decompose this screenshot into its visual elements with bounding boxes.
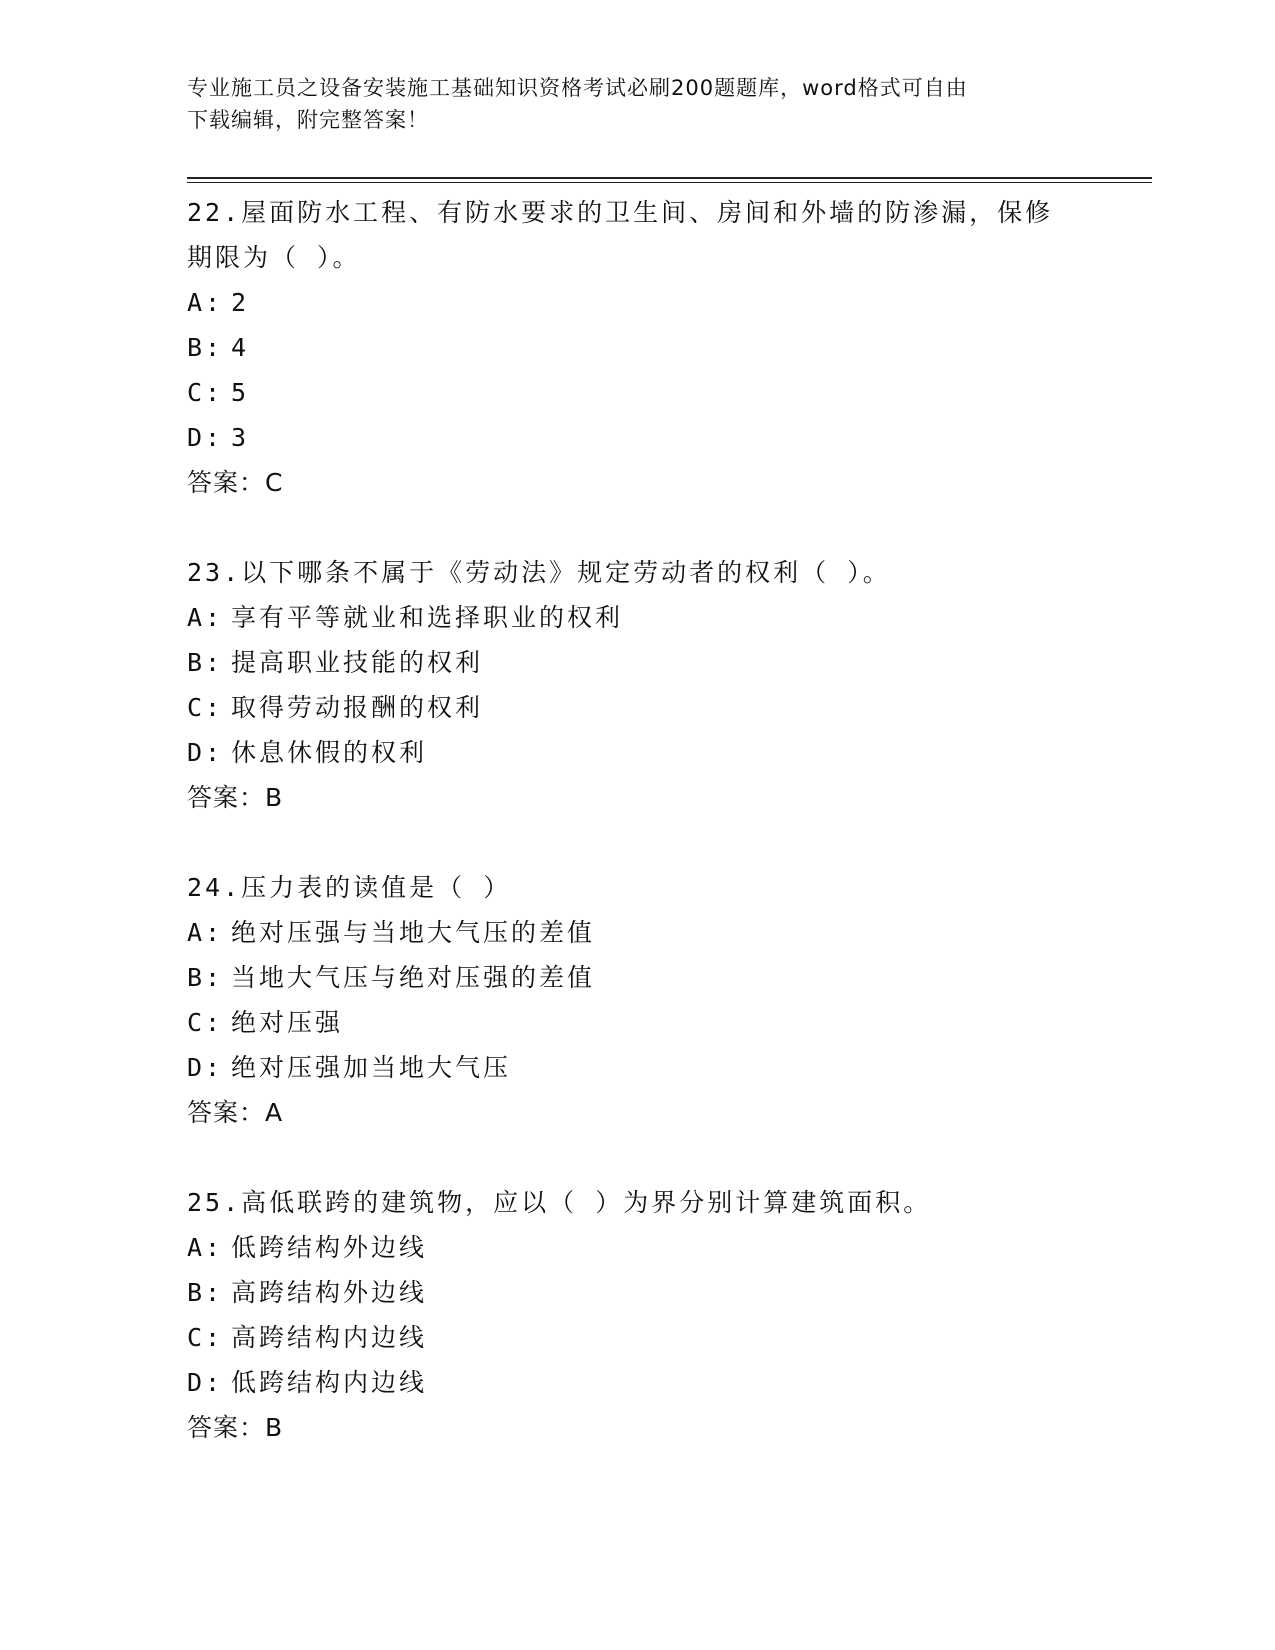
option-key: D: xyxy=(187,423,224,452)
question-stem xyxy=(187,1180,1117,1225)
option-a xyxy=(187,280,1117,325)
option-b xyxy=(187,640,1117,685)
question-22 xyxy=(187,190,1117,505)
answer-label: 答案：A xyxy=(187,1098,284,1127)
question-stem-line: 25.高低联跨的建筑物，应以（ ）为界分别计算建筑面积。 xyxy=(187,1188,932,1217)
option-text: 低跨结构内边线 xyxy=(231,1368,428,1397)
option-text: 休息休假的权利 xyxy=(231,738,428,767)
option-c xyxy=(187,1000,1117,1045)
option-text: 低跨结构外边线 xyxy=(231,1233,428,1262)
option-key: B: xyxy=(187,648,224,677)
option-key: A: xyxy=(187,288,224,317)
option-key: C: xyxy=(187,693,224,722)
option-key: C: xyxy=(187,1008,224,1037)
question-stem-line: 24.压力表的读值是（ ） xyxy=(187,873,512,902)
option-key: D: xyxy=(187,738,224,767)
option-text: 取得劳动报酬的权利 xyxy=(231,693,484,722)
option-key: A: xyxy=(187,1233,224,1262)
question-stem xyxy=(187,190,1117,280)
option-key: C: xyxy=(187,1323,224,1352)
header-line-1: 专业施工员之设备安装施工基础知识资格考试必刷200题题库，word格式可自由 xyxy=(187,76,968,100)
question-stem-line: 期限为（ ）。 xyxy=(187,243,361,272)
option-d xyxy=(187,1045,1117,1090)
option-b xyxy=(187,325,1117,370)
option-a xyxy=(187,1225,1117,1270)
question-list xyxy=(187,190,1117,1495)
option-d xyxy=(187,1360,1117,1405)
option-key: A: xyxy=(187,918,224,947)
option-d xyxy=(187,730,1117,775)
answer-label: 答案：C xyxy=(187,468,284,497)
option-text: 绝对压强 xyxy=(231,1008,344,1037)
answer-label: 答案：B xyxy=(187,1413,284,1442)
option-key: B: xyxy=(187,963,224,992)
question-24 xyxy=(187,865,1117,1135)
option-text: 2 xyxy=(231,288,250,317)
option-text: 5 xyxy=(231,378,250,407)
option-text: 高跨结构内边线 xyxy=(231,1323,428,1352)
option-text: 高跨结构外边线 xyxy=(231,1278,428,1307)
option-text: 提高职业技能的权利 xyxy=(231,648,484,677)
option-d xyxy=(187,415,1117,460)
option-c xyxy=(187,685,1117,730)
option-key: B: xyxy=(187,1278,224,1307)
option-key: D: xyxy=(187,1053,224,1082)
option-key: C: xyxy=(187,378,224,407)
option-text: 当地大气压与绝对压强的差值 xyxy=(231,963,596,992)
option-c xyxy=(187,370,1117,415)
option-key: D: xyxy=(187,1368,224,1397)
question-stem-line: 22.屋面防水工程、有防水要求的卫生间、房间和外墙的防渗漏，保修 xyxy=(187,198,1054,227)
option-text: 绝对压强与当地大气压的差值 xyxy=(231,918,596,947)
question-25 xyxy=(187,1180,1117,1450)
question-stem xyxy=(187,865,1117,910)
option-a xyxy=(187,595,1117,640)
option-text: 绝对压强加当地大气压 xyxy=(231,1053,512,1082)
question-stem-line: 23.以下哪条不属于《劳动法》规定劳动者的权利（ ）。 xyxy=(187,558,891,587)
option-text: 享有平等就业和选择职业的权利 xyxy=(231,603,624,632)
option-key: A: xyxy=(187,603,224,632)
header-divider-thick xyxy=(187,177,1152,179)
option-text: 4 xyxy=(231,333,250,362)
option-c xyxy=(187,1315,1117,1360)
question-23 xyxy=(187,550,1117,820)
option-text: 3 xyxy=(231,423,250,452)
header-divider-thin xyxy=(187,182,1152,183)
option-a xyxy=(187,910,1117,955)
option-key: B: xyxy=(187,333,224,362)
option-b xyxy=(187,955,1117,1000)
header-line-2: 下载编辑，附完整答案！ xyxy=(187,108,429,132)
question-stem xyxy=(187,550,1117,595)
option-b xyxy=(187,1270,1117,1315)
document-header xyxy=(187,72,1087,136)
answer-label: 答案：B xyxy=(187,783,284,812)
